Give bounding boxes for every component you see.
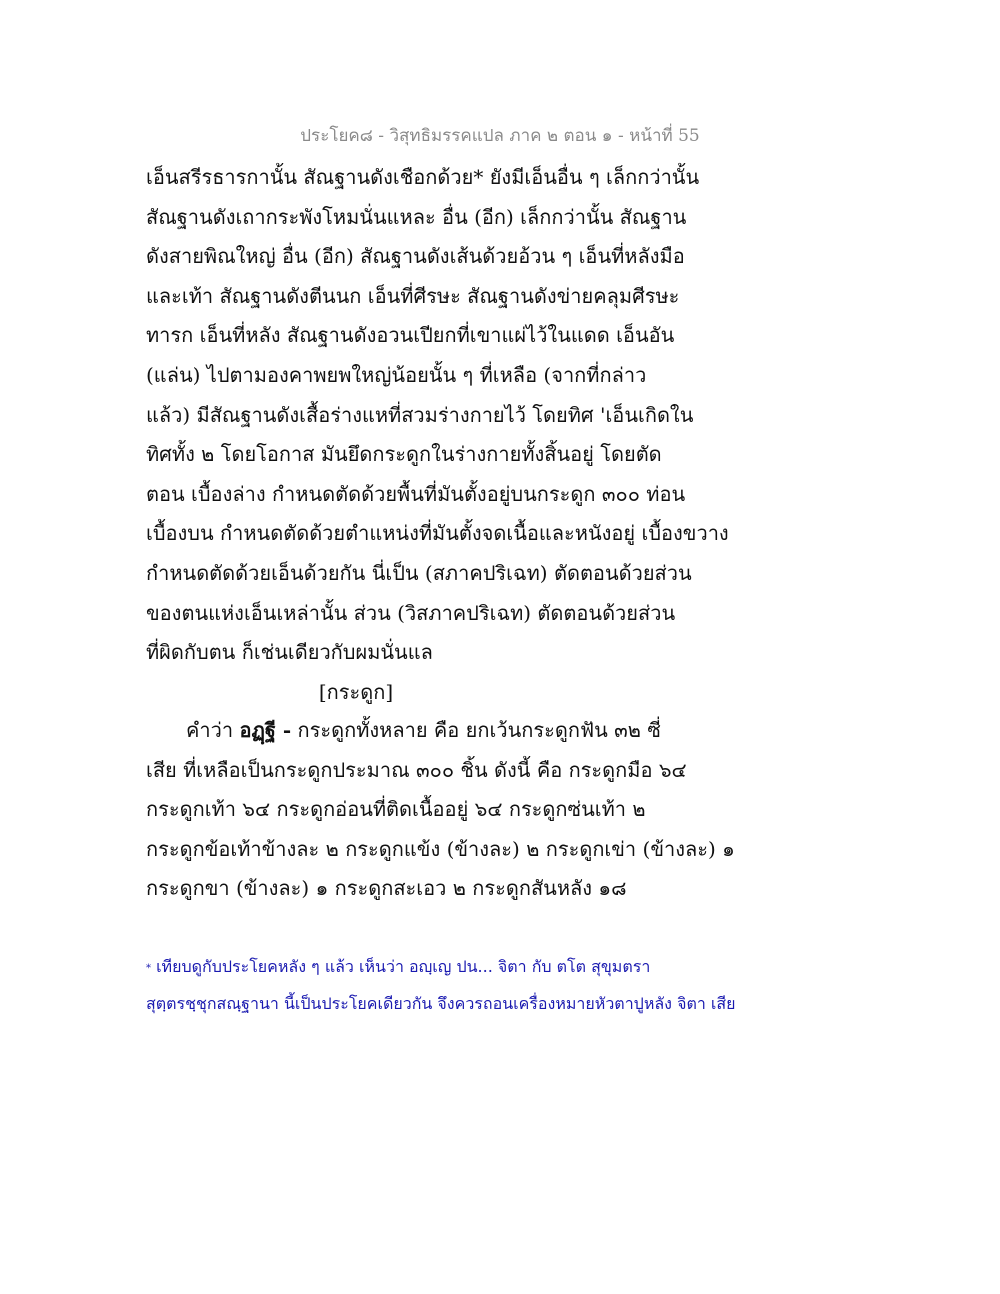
bones-prefix: คำว่า	[186, 718, 240, 742]
body-line-10: เบื้องบน กำหนดตัดด้วยตำแหน่งที่มันตั้งจดเนื้อและหนังอยู่ เบื้องขวาง	[146, 521, 729, 546]
body-line-7: แล้ว) มีสัณฐานดังเสื้อร่างแหที่สวมร่างกายไว้ โดยทิศ 'เอ็นเกิดใน	[146, 402, 694, 427]
page-header: ประโยค๘ - วิสุทธิมรรคแปล ภาค ๒ ตอน ๑ - หน้าที่ 55	[300, 126, 700, 146]
footnote-line-2: สุตฺตรชฺชุกสณฺฐานา นี้เป็นประโยคเดียวกัน จึงควรถอนเครื่องหมายหัวตาปูหลัง จิตา เสีย	[146, 994, 736, 1013]
body-line-12: ของตนแห่งเอ็นเหล่านั้น ส่วน (วิสภาคปริเฉท) ตัดตอนด้วยส่วน	[146, 600, 676, 625]
footnote	[146, 948, 866, 1022]
body-line-4: และเท้า สัณฐานดังตีนนก เอ็นที่ศีรษะ สัณฐานดังข่ายคลุมศีรษะ	[146, 283, 680, 308]
bones-line-4: กระดูกข้อเท้าข้างละ ๒ กระดูกแข้ง (ข้างละ) ๒ กระดูกเข่า (ข้างละ) ๑	[146, 836, 735, 861]
body-line-6: (แล่น) ไปตามองคาพยพใหญ่น้อยนั้น ๆ ที่เหลือ (จากที่กล่าว	[146, 362, 647, 387]
bones-line-3: กระดูกเท้า ๖๔ กระดูกอ่อนที่ติดเนื้ออยู่ ๖๔ กระดูกซ่นเท้า ๒	[146, 797, 646, 822]
bones-line-1	[146, 711, 746, 751]
bones-paragraph	[146, 711, 746, 909]
body-line-9: ตอน เบื้องล่าง กำหนดตัดด้วยพื้นที่มันตั้งอยู่บนกระดูก ๓๐๐ ท่อน	[146, 481, 686, 506]
section-heading: [กระดูก]	[318, 680, 394, 704]
body-line-11: กำหนดตัดด้วยเอ็นด้วยกัน นี่เป็น (สภาคปริเฉท) ตัดตอนด้วยส่วน	[146, 560, 692, 585]
body-line-5: ทารก เอ็นที่หลัง สัณฐานดังอวนเปียกที่เขาแผ่ไว้ในแดด เอ็นอัน	[146, 323, 675, 348]
bones-term: อฏฺฐี -	[239, 718, 292, 742]
body-line-1: เอ็นสรีรธารกานั้น สัณฐานดังเชือกด้วย* ยังมีเอ็นอื่น ๆ เล็กกว่านั้น	[146, 165, 700, 189]
bones-rest: กระดูกทั้งหลาย คือ ยกเว้นกระดูกฟัน ๓๒ ซี่	[291, 718, 661, 742]
bones-line-2: เสีย ที่เหลือเป็นกระดูกประมาณ ๓๐๐ ชิ้น ดังนี้ คือ กระดูกมือ ๖๔	[146, 757, 687, 782]
body-line-2: สัณฐานดังเถากระพังโหมนั่นแหละ อื่น (อีก) เล็กกว่านั้น สัณฐาน	[146, 204, 687, 229]
bones-line-5: กระดูกขา (ข้างละ) ๑ กระดูกสะเอว ๒ กระดูกสันหลัง ๑๘	[146, 876, 627, 901]
body-line-13: ที่ผิดกับตน ก็เช่นเดียวกับผมนั่นแล	[146, 640, 433, 665]
footnote-text-1: เทียบดูกับประโยคหลัง ๆ แล้ว เห็นว่า อญฺเญ ปน... จิตา กับ ตโต สุขุมตรา	[151, 957, 651, 976]
footnote-marker: *	[146, 963, 151, 974]
body-line-3: ดังสายพิณใหญ่ อื่น (อีก) สัณฐานดังเส้นด้วยอ้วน ๆ เอ็นที่หลังมือ	[146, 244, 685, 269]
body-text	[146, 158, 746, 673]
body-line-8: ทิศทั้ง ๒ โดยโอกาส มันยึดกระดูกในร่างกายทั้งสิ้นอยู่ โดยตัด	[146, 442, 662, 467]
footnote-line-1	[146, 948, 866, 985]
